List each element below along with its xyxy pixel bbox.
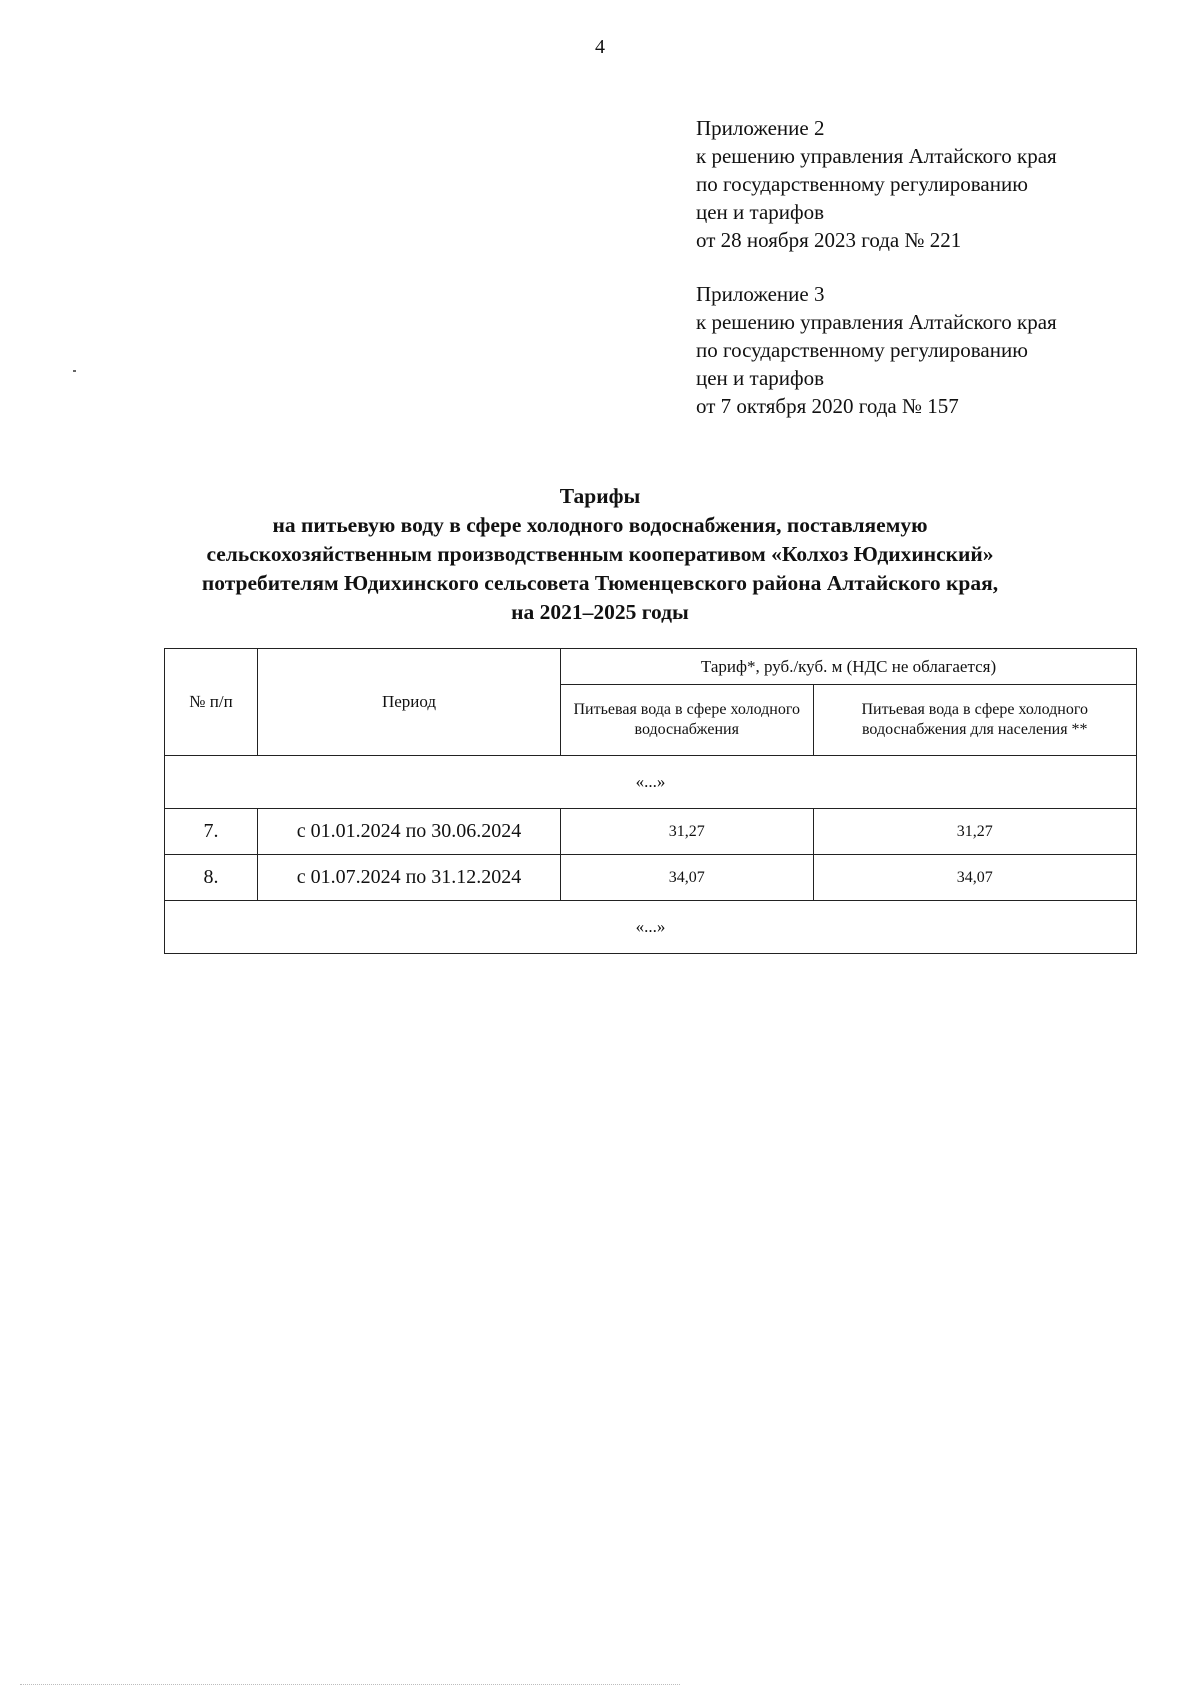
appendix-3-line: цен и тарифов bbox=[696, 366, 825, 390]
table-header-row bbox=[165, 649, 1137, 685]
header-drinking-water-population: Питьевая вода в сфере холодного водоснабжения для населения ** bbox=[813, 685, 1136, 756]
appendix-2-date: от 28 ноября 2023 года № 221 bbox=[696, 228, 962, 252]
appendix-2-line: к решению управления Алтайского края bbox=[696, 144, 1057, 168]
table-ellipsis-row bbox=[165, 756, 1137, 809]
row-tariff-population-value: 31,27 bbox=[813, 809, 1136, 855]
row-number: 7. bbox=[165, 809, 258, 855]
row-tariff-population-value: 34,07 bbox=[813, 855, 1136, 901]
title-line: на питьевую воду в сфере холодного водоснабжения, поставляемую bbox=[272, 513, 928, 537]
row-period: с 01.07.2024 по 31.12.2024 bbox=[258, 855, 561, 901]
title-line: потребителям Юдихинского сельсовета Тюменцевского района Алтайского края, bbox=[201, 571, 999, 595]
table-row bbox=[165, 855, 1137, 901]
scan-artifact bbox=[73, 370, 76, 372]
appendix-3-heading: Приложение 3 bbox=[696, 282, 825, 306]
row-period: с 01.01.2024 по 30.06.2024 bbox=[258, 809, 561, 855]
appendix-3-line: к решению управления Алтайского края bbox=[696, 310, 1057, 334]
ellipsis-cell: «...» bbox=[165, 756, 1137, 809]
appendix-2-block bbox=[696, 114, 1057, 254]
row-number: 8. bbox=[165, 855, 258, 901]
row-tariff-value: 34,07 bbox=[561, 855, 814, 901]
appendix-2-line: цен и тарифов bbox=[696, 200, 825, 224]
scan-artifact bbox=[20, 1684, 680, 1686]
appendix-3-line: по государственному регулированию bbox=[696, 338, 1028, 362]
appendix-3-date: от 7 октября 2020 года № 157 bbox=[696, 394, 959, 418]
page-number: 4 bbox=[595, 36, 605, 58]
table-ellipsis-row bbox=[165, 901, 1137, 954]
appendix-3-block bbox=[696, 280, 1057, 420]
header-period: Период bbox=[258, 649, 561, 756]
row-tariff-value: 31,27 bbox=[561, 809, 814, 855]
header-number: № п/п bbox=[165, 649, 258, 756]
title-line: сельскохозяйственным производственным кооперативом «Колхоз Юдихинский» bbox=[206, 542, 994, 566]
title-line: Тарифы bbox=[559, 484, 641, 508]
ellipsis-cell: «...» bbox=[165, 901, 1137, 954]
document-title bbox=[150, 482, 1050, 627]
title-line: на 2021–2025 годы bbox=[511, 600, 689, 624]
header-drinking-water: Питьевая вода в сфере холодного водоснабжения bbox=[561, 685, 814, 756]
table-row bbox=[165, 809, 1137, 855]
appendix-2-heading: Приложение 2 bbox=[696, 116, 825, 140]
header-tariff: Тариф*, руб./куб. м (НДС не облагается) bbox=[561, 649, 1137, 685]
appendix-2-line: по государственному регулированию bbox=[696, 172, 1028, 196]
tariff-table bbox=[164, 648, 1137, 954]
